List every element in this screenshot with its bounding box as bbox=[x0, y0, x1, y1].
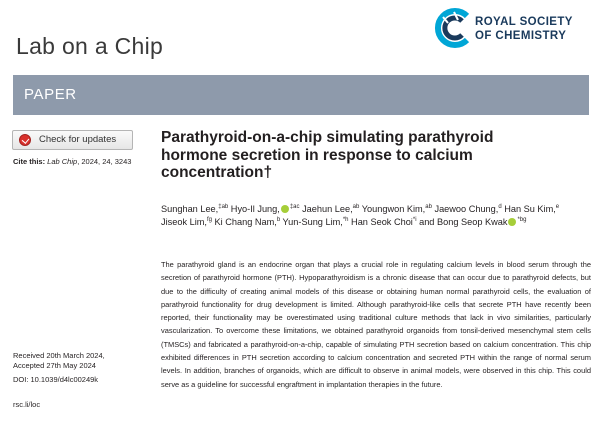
rsc-logo[interactable] bbox=[433, 6, 593, 54]
author bbox=[280, 217, 348, 227]
author-name: Han Su Kim, bbox=[501, 204, 556, 214]
author-list bbox=[161, 203, 581, 229]
author-affiliation-marker: d bbox=[498, 203, 502, 210]
author-affiliation-marker: ab bbox=[425, 203, 432, 210]
article-title: Parathyroid-on-a-chip simulating parathyroid hormone secretion in response to calcium concentration† bbox=[161, 129, 494, 181]
check-for-updates-button[interactable] bbox=[12, 130, 133, 150]
author-name: Yun-Sung Lim, bbox=[280, 217, 343, 227]
author-name: Jiseok Lim, bbox=[161, 217, 207, 227]
author-name: Sunghan Lee, bbox=[161, 204, 219, 214]
author-affiliation-marker: ‡ab bbox=[218, 203, 229, 210]
author bbox=[300, 204, 360, 214]
check-updates-icon bbox=[19, 134, 31, 146]
author bbox=[502, 204, 559, 214]
received-date: Received 20th March 2024, bbox=[13, 351, 105, 360]
publisher-line-2 bbox=[475, 29, 573, 43]
accepted-date: Accepted 27th May 2024 bbox=[13, 361, 96, 370]
author bbox=[349, 217, 417, 227]
author-affiliation-marker: e bbox=[555, 203, 560, 210]
author-name: and Bong Seop Kwak bbox=[416, 217, 508, 227]
author bbox=[228, 204, 290, 214]
cite-prefix: Cite this: bbox=[13, 157, 48, 166]
publisher-line-2-bold: CHEMISTRY bbox=[495, 30, 567, 42]
doi-link[interactable]: DOI: 10.1039/d4lc00249k bbox=[13, 375, 99, 384]
author-name: Hyo-Il Jung, bbox=[228, 204, 280, 214]
author-name: Han Seok Choi bbox=[348, 217, 413, 227]
author-affiliation-marker: b bbox=[276, 216, 281, 223]
author-affiliation-marker: fg bbox=[206, 216, 212, 223]
author bbox=[417, 217, 518, 227]
author-affiliation-marker: *i bbox=[412, 216, 417, 223]
orcid-icon[interactable] bbox=[281, 205, 289, 213]
author-name: Jaewoo Chung, bbox=[431, 204, 499, 214]
author bbox=[290, 204, 300, 214]
author-affiliation-marker: *h bbox=[342, 216, 349, 223]
cite-journal: Lab Chip bbox=[47, 157, 78, 166]
author-affiliation-marker: *bg bbox=[517, 216, 527, 223]
article-dates bbox=[13, 351, 105, 371]
journal-link[interactable]: rsc.li/loc bbox=[13, 400, 41, 409]
author bbox=[359, 204, 432, 214]
check-updates-label: Check for updates bbox=[39, 134, 117, 145]
author-affiliation-marker: ab bbox=[352, 203, 360, 210]
author-affiliation-marker: ‡ac bbox=[289, 203, 300, 210]
author bbox=[161, 217, 212, 227]
cite-rest: , 2024, 24, 3243 bbox=[77, 157, 132, 166]
author-name: Youngwon Kim, bbox=[359, 204, 426, 214]
publisher-line-2-prefix: OF bbox=[475, 30, 496, 42]
author bbox=[161, 204, 228, 214]
journal-title: Lab on a Chip bbox=[16, 33, 164, 59]
abstract: The parathyroid gland is an endocrine organ that plays a crucial role in regulating calcium levels in blood serum through the secretion of parathyroid hormone (PTH). Hypoparathyroidism is a chronic disease that can occur due to parathyroid defects, but due to the difficulty of creating animal models of this disease or obtaining human normal parathyroid cells, the evaluation of parathyroid functionality for drug development is limited. Although parathyroid-like cells that secrete PTH have recently been reported, their functionality may be overestimated using traditional culture methods that lack in vivo similarities, particularly vascularization. To overcome these limitations, we obtained parathyroid organoids from tonsil-derived mesenchymal stem cells (TMSCs) and fabricated a parathyroid-on-a-chip, capable of simulating PTH secretion based on calcium concentration. This chip exhibited differences in PTH secretion according to calcium concentration and secreted PTH within the range of normal serum levels. In addition, branches of organoids, which are difficult to observe in animal models, were observed in this chip. This could serve as a guideline for successful engraftment in implantation therapies in the future. bbox=[161, 260, 591, 389]
article-type-label: PAPER bbox=[24, 86, 77, 103]
article-type-band bbox=[13, 75, 589, 115]
author-name: Jaehun Lee, bbox=[299, 204, 353, 214]
author bbox=[517, 217, 526, 227]
rsc-logo-mark-icon bbox=[433, 8, 473, 48]
author bbox=[432, 204, 502, 214]
author bbox=[212, 217, 280, 227]
publisher-line-1: ROYAL SOCIETY bbox=[475, 16, 573, 28]
citation bbox=[13, 157, 131, 166]
orcid-icon[interactable] bbox=[508, 218, 516, 226]
author-name: Ki Chang Nam, bbox=[211, 217, 277, 227]
